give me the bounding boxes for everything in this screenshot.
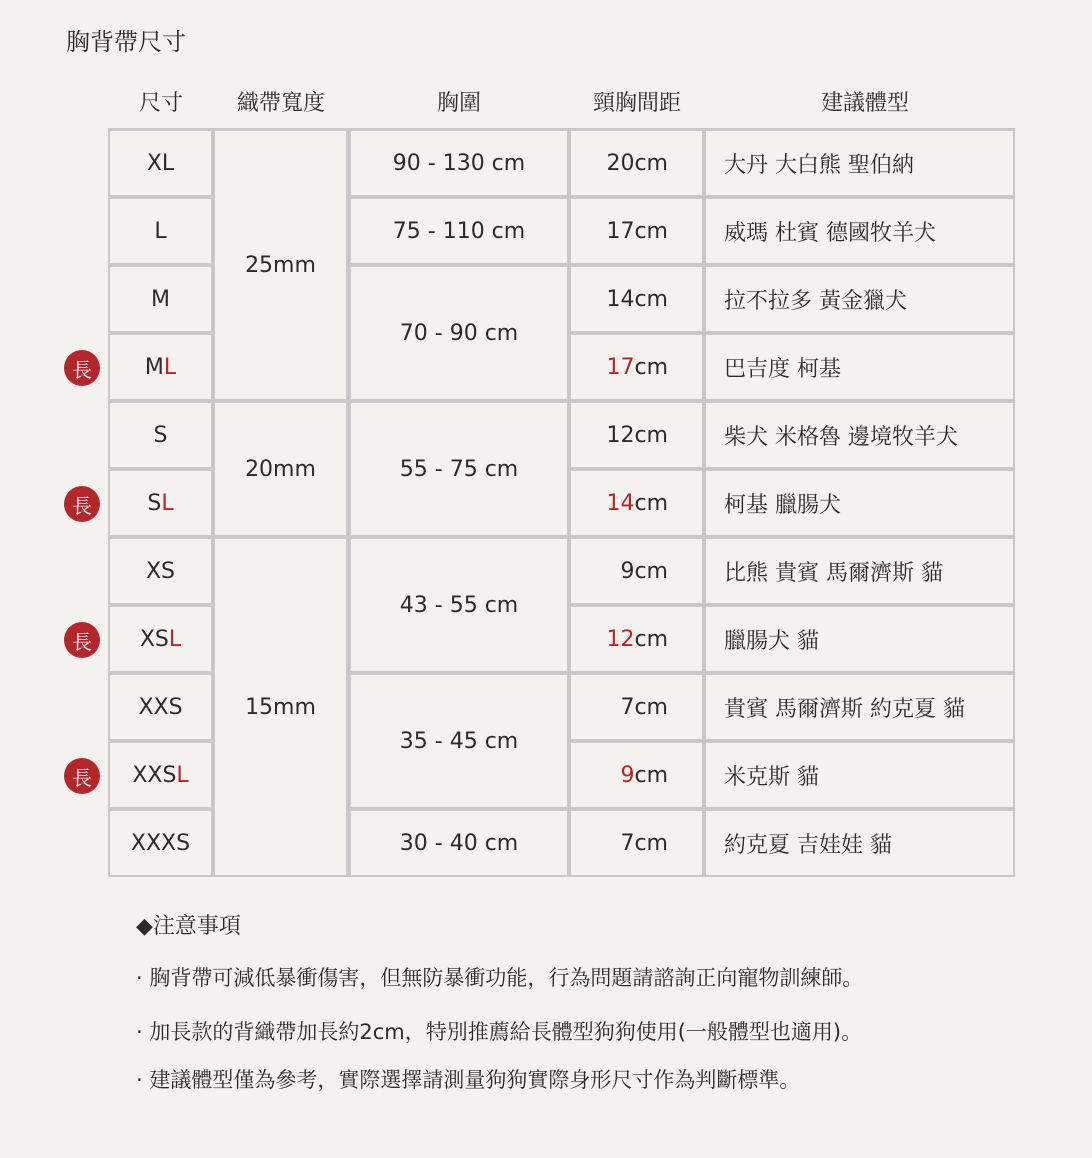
size-label: XL [146,150,175,176]
neck-value: 12 [606,626,635,652]
breed-text: 比熊 貴賓 馬爾濟斯 貓 [724,560,943,586]
chest-girth-cell [351,403,567,535]
long-size-suffix: L [163,354,177,380]
neck-chest-distance-cell [571,471,702,535]
suggested-breed-cell [706,675,1013,739]
neck-unit: cm [634,762,668,788]
chest-girth-value: 90 - 130 cm [392,150,526,176]
neck-chest-distance-cell [571,199,702,263]
breed-text: 臘腸犬 貓 [724,628,819,654]
chest-girth-value: 35 - 45 cm [399,728,519,754]
long-size-suffix: L [176,762,189,788]
neck-value: 17 [606,354,635,380]
strap-width-value: 20mm [245,456,316,482]
column-header: 尺寸 [138,91,183,116]
chest-girth-cell [351,199,567,263]
size-cell [110,267,211,331]
notes-heading: ◆注意事項 [136,914,241,939]
suggested-breed-cell [706,743,1013,807]
size-cell [110,607,211,671]
note-item: · 建議體型僅為參考，實際選擇請測量狗狗實際身形尺寸作為判斷標準。 [136,1068,801,1092]
long-badge-icon: 長 [64,350,100,386]
neck-chest-distance-cell [571,267,702,331]
neck-chest-distance-cell [571,403,702,467]
neck-chest-distance-cell [571,607,702,671]
neck-unit: cm [634,626,668,652]
size-label: XXS [132,762,177,788]
column-header: 胸圍 [436,91,481,116]
neck-unit: cm [634,490,668,516]
column-header: 織帶寬度 [236,91,325,116]
neck-value: 17cm [606,218,668,244]
breed-text: 巴吉度 柯基 [724,356,841,382]
page-title: 胸背帶尺寸 [66,28,186,56]
breed-text: 拉不拉多 黃金獵犬 [724,288,907,314]
size-label: XXS [138,694,183,720]
strap-width-cell [215,403,346,535]
neck-chest-distance-cell [571,811,702,875]
neck-value: 20cm [606,150,668,176]
column-header: 建議體型 [820,91,909,116]
size-label: XS [139,626,169,652]
size-cell [110,199,211,263]
strap-width-value: 15mm [245,694,316,720]
breed-text: 大丹 大白熊 聖伯納 [724,152,914,178]
size-cell [110,539,211,603]
neck-chest-distance-cell [571,539,702,603]
size-label: S [147,490,162,516]
chest-girth-cell [351,131,567,195]
size-cell [110,335,211,399]
suggested-breed-cell [706,811,1013,875]
chest-girth-cell [351,267,567,399]
size-cell [110,811,211,875]
chest-girth-value: 30 - 40 cm [399,830,519,856]
size-cell [110,403,211,467]
breed-text: 貴賓 馬爾濟斯 約克夏 貓 [724,696,965,722]
neck-value: 14 [606,490,635,516]
suggested-breed-cell [706,607,1013,671]
suggested-breed-cell [706,199,1013,263]
size-cell [110,131,211,195]
neck-value: 9 [620,762,635,788]
suggested-breed-cell [706,335,1013,399]
neck-chest-distance-cell [571,131,702,195]
neck-value: 7cm [620,830,668,856]
breed-text: 柯基 臘腸犬 [724,492,841,518]
suggested-breed-cell [706,539,1013,603]
neck-value: 14cm [606,286,668,312]
chest-girth-value: 70 - 90 cm [399,320,519,346]
size-label: S [153,422,168,448]
size-cell [110,675,211,739]
long-size-suffix: L [161,490,174,516]
size-label: XXXS [130,830,191,856]
neck-value: 9cm [620,558,668,584]
suggested-breed-cell [706,471,1013,535]
breed-text: 約克夏 吉娃娃 貓 [724,832,892,858]
neck-chest-distance-cell [571,335,702,399]
breed-text: 柴犬 米格魯 邊境牧羊犬 [724,424,958,450]
long-size-suffix: L [168,626,182,652]
size-label: M [151,286,170,312]
chest-girth-cell [351,675,567,807]
neck-value: 12cm [606,422,668,448]
strap-width-value: 25mm [245,252,316,278]
chest-girth-value: 75 - 110 cm [392,218,526,244]
breed-text: 威瑪 杜賓 德國牧羊犬 [724,220,936,246]
neck-value: 7cm [620,694,668,720]
neck-chest-distance-cell [571,743,702,807]
note-item: · 加長款的背織帶加長約2cm，特別推薦給長體型狗狗使用(一般體型也適用)。 [136,1020,863,1044]
suggested-breed-cell [706,267,1013,331]
long-badge-icon: 長 [64,622,100,658]
size-label: L [154,218,167,244]
neck-unit: cm [634,354,668,380]
breed-text: 米克斯 貓 [724,764,819,790]
column-header: 頸胸間距 [592,91,681,116]
size-cell [110,743,211,807]
long-badge-icon: 長 [64,486,100,522]
note-item: · 胸背帶可減低暴衝傷害，但無防暴衝功能，行為問題請諮詢正向寵物訓練師。 [136,966,864,990]
chest-girth-value: 55 - 75 cm [399,456,519,482]
neck-chest-distance-cell [571,675,702,739]
long-badge-icon: 長 [64,758,100,794]
chest-girth-cell [351,811,567,875]
size-cell [110,471,211,535]
chest-girth-cell [351,539,567,671]
strap-width-cell [215,131,346,399]
size-label: M [144,354,164,380]
strap-width-cell [215,539,346,875]
size-label: XS [145,558,176,584]
chest-girth-value: 43 - 55 cm [399,592,519,618]
suggested-breed-cell [706,131,1013,195]
suggested-breed-cell [706,403,1013,467]
